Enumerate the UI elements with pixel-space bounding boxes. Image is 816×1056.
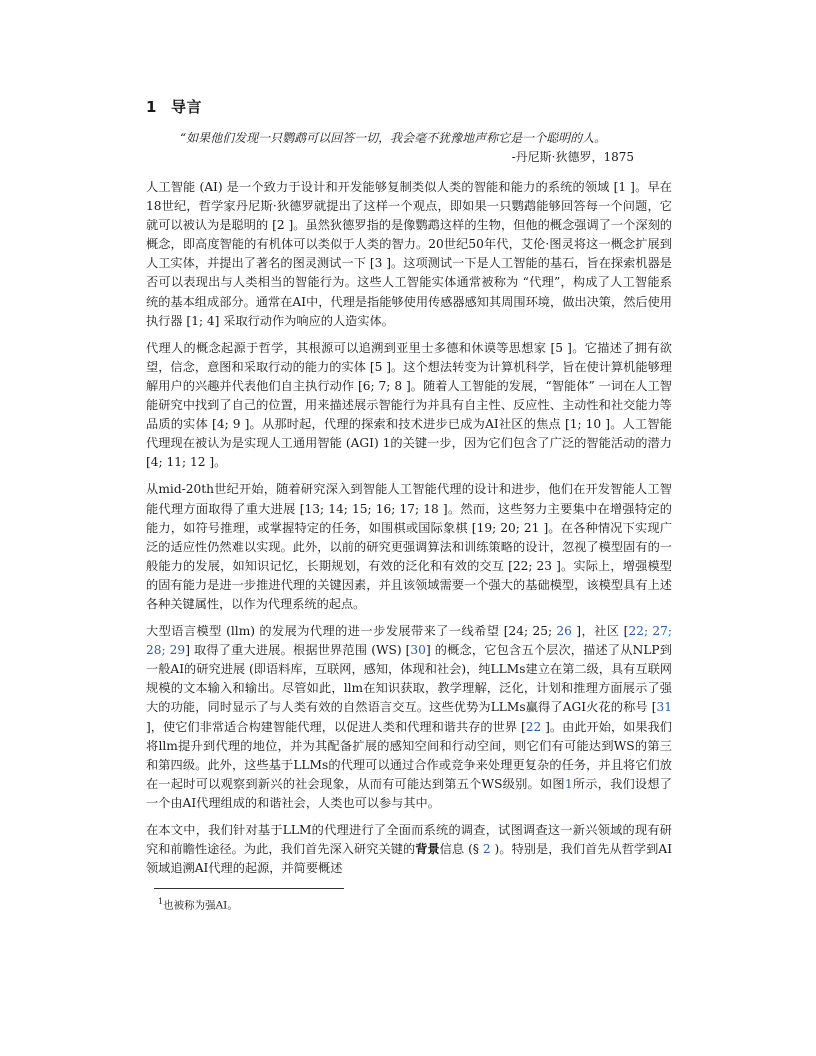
footnote-text: 也被称为强AI。 (163, 899, 238, 912)
section-link[interactable]: 2 (482, 842, 491, 857)
citation-link[interactable]: 30 (410, 643, 426, 658)
paragraph-5: 在本文中，我们针对基于LLM的代理进行了全面而系统的调查，试图调查这一新兴领域的现有研究和前瞻性途径。为此，我们首先深入研究关键的背景信息 (§ 2 )。特别是，我们首先从哲学到AI领域追溯AI代理的起源，并简要概述 (146, 823, 673, 876)
paragraph-1: 人工智能 (AI) 是一个致力于设计和开发能够复制类似人类的智能和能力的系统的领域 [1 ]。早在18世纪，哲学家丹尼斯·狄德罗就提出了这样一个观点，即如果一只鹦鹉能够回答每一个问题，它就可以被认为是聪明的 [2 ]。虽然狄德罗指的是像鹦鹉这样的生物，但他的概念强调了一个深刻的概念，即高度智能的有机体可以类似于人类的智力。20世纪50年代，艾伦·图灵将这一概念扩展到人工实体，并提出了著名的图灵测试一下 [3 ]。这项测试一下是人工智能的基石，旨在探索机器是否可以表现出与人类相当的智能行为。这些人工智能实体通常被称为 “代理”，构成了人工智能系统的基本组成部分。通常在AI中，代理是指能够使用传感器感知其周围环境，做出决策，然后使用执行器 [1; 4] 采取行动作为响应的人造实体。 (146, 180, 672, 328)
section-heading (146, 96, 672, 117)
footnote-mark: 1 (158, 897, 164, 907)
epigraph-attribution: -丹尼斯·狄德罗，1875 (511, 150, 634, 164)
citation-link[interactable]: 22 (525, 719, 542, 734)
footnote (158, 895, 672, 913)
footnote-divider (154, 888, 344, 889)
figure-link[interactable]: 1 (564, 776, 573, 791)
citation-link[interactable]: 22; 27; 28; 29 (146, 624, 673, 658)
citation-link[interactable]: 31 (656, 700, 672, 715)
epigraph-quote: “如果他们发现一只鹦鹉可以回答一切，我会毫不犹豫地声称它是一个聪明的人。 (180, 131, 607, 145)
paragraph-2: 代理人的概念起源于哲学，其根源可以追溯到亚里士多德和休谟等思想家 [5 ]。它描述了拥有欲望，信念，意图和采取行动的能力的实体 [5 ]。这个想法转变为计算机科学，旨在使计算机能够理解用户的兴趣并代表他们自主执行动作 [6; 7; 8 ]。随着人工智能的发展，“智能体” 一词在人工智能研究中找到了自己的位置，用来描述展示智能行为并具有自主性、反应性、主动性和社交能力等品质的实体 [4; 9 ]。从那时起，代理的探索和技术进步已成为AI社区的焦点 [1; 10 ]。人工智能代理现在被认为是实现人工通用智能 (AGI) 1的关键一步，因为它们包含了广泛的智能活动的潜力 [4; 11; 12 ]。 (146, 340, 672, 470)
paragraph-4: 大型语言模型 (llm) 的发展为代理的进一步发展带来了一线希望 [24; 25; 26 ]，社区 [22; 27; 28; 29] 取得了重大进展。根据世界范围 (WS) [30] 的概念，它包含五个层次，描述了从NLP到一般AI的研究进展 (即语料库，互联网，感知，体现和社会)，纯LLMs建立在第二级，具有互联网规模的文本输入和输出。尽管如此，llm在知识获取，教学理解，泛化，计划和推理方面展示了强大的功能，同时显示了与人类有效的自然语言交互。这些优势为LLMs赢得了AGI火花的称号 [31 ]，使它们非常适合构建智能代理，以促进人类和代理和谐共存的世界 [22 ]。由此开始，如果我们将llm提升到代理的地位，并为其配备扩展的感知空间和行动空间，则它们有可能达到WS的第三和第四级。此外，这些基于LLMs的代理可以通过合作或竞争来处理更复杂的任务，并且将它们放在一起时可以观察到新兴的社会现象，从而有可能达到第五个WS级别。如图1所示，我们设想了一个由AI代理组成的和谐社会，人类也可以参与其中。 (146, 624, 673, 810)
section-title: 导言 (170, 98, 202, 116)
section-number: 1 (146, 98, 157, 116)
paragraph-3: 从mid-20th世纪开始，随着研究深入到智能人工智能代理的设计和进步，他们在开发智能人工智能代理方面取得了重大进展 [13; 14; 15; 16; 17; 18 ]。然而，这些努力主要集中在增强特定的能力，如符号推理，或掌握特定的任务，如围棋或国际象棋 [19; 20; 21 ]。在各种情况下实现广泛的适应性仍然难以实现。此外，以前的研究更强调算法和训练策略的设计，忽视了模型固有的一般能力的发展，如知识记忆，长期规划，有效的泛化和有效的交互 [22; 23 ]。实际上，增强模型的固有能力是进一步推进代理的关键因素，并且该领域需要一个强大的基础模型，该模型具有上述各种关键属性，以作为代理系统的起点。 (146, 482, 672, 611)
citation-link[interactable]: 26 (556, 624, 572, 639)
paper-page (146, 96, 672, 913)
bold-term: 背景 (415, 842, 440, 857)
